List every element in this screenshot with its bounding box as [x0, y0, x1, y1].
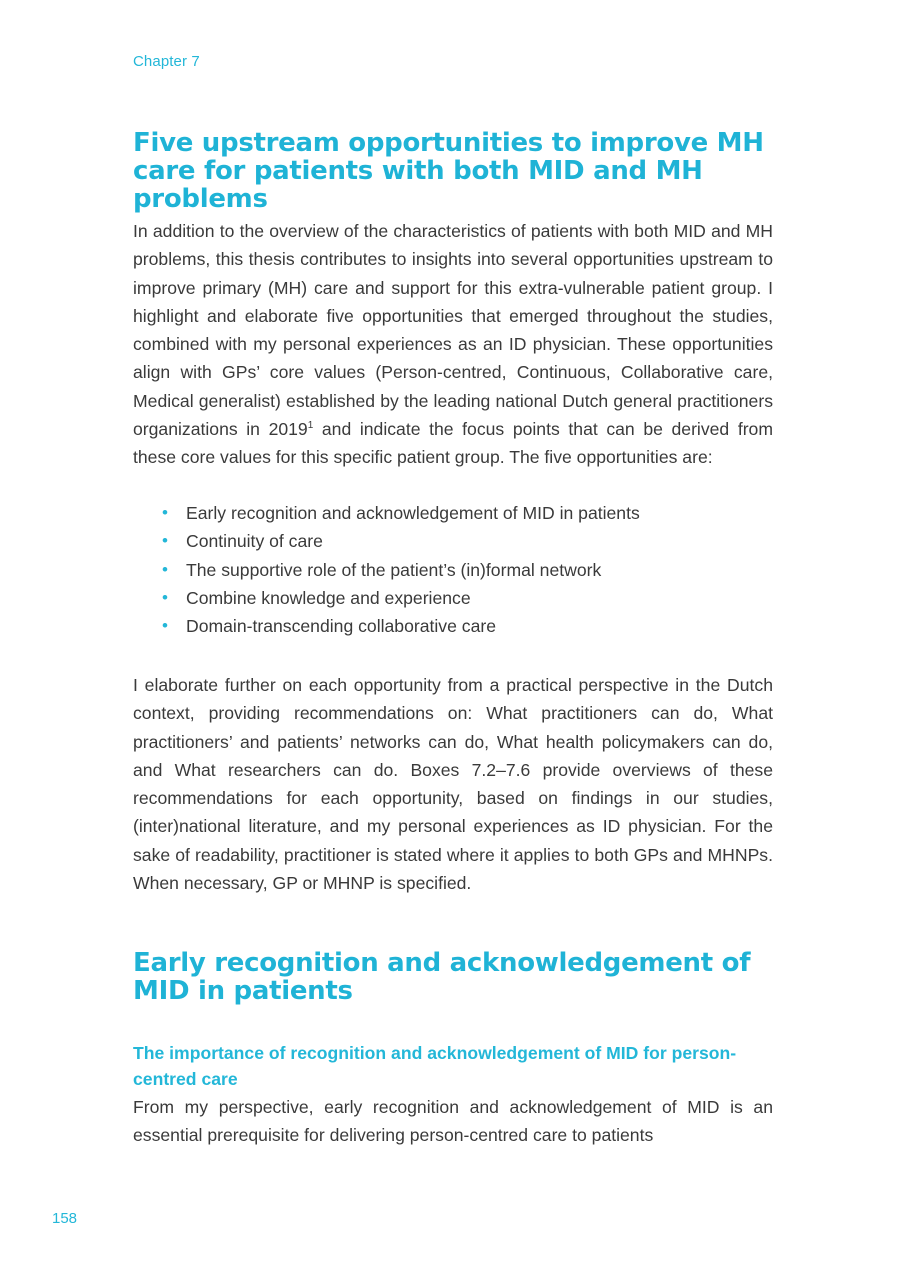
- bullet-icon: •: [162, 559, 168, 579]
- recommendations-paragraph: I elaborate further on each opportunity from a practical perspective in the Dutch context, providing recommendations on: What practitioners can do, What practitioners’ and patients’ networks can do, What health policymakers can do, and What researchers can do. Boxes 7.2–7.6 provide overviews of these recommendations for each opportunity, based on findings in our studies, (inter)national literature, and my personal experiences as ID physician. For the sake of readability, practitioner is stated where it applies to both GPs and MHNPs. When necessary, GP or MHNP is specified.: [133, 675, 773, 894]
- section-heading-early-recognition: Early recognition and acknowledgement of MID in patients: [133, 948, 751, 1006]
- early-recognition-paragraph: From my perspective, early recognition and acknowledgement of MID is an essential prerequisite for delivering person-centred care to patients: [133, 1097, 773, 1146]
- list-item-text: The supportive role of the patient’s (in)formal network: [186, 559, 602, 580]
- list-item-text: Early recognition and acknowledgement of MID in patients: [186, 503, 640, 523]
- list-item: [160, 527, 640, 555]
- list-item: [160, 612, 640, 640]
- opportunities-list: [160, 499, 640, 640]
- intro-text-part1: In addition to the overview of the characteristics of patients with both MID and MH problems, this thesis contributes to insights into several opportunities upstream to improve primary (MH) care and support for this extra-vulnerable patient group. I highlight and elaborate five opportunities that emerged throughout the studies, combined with my personal experiences as an ID physician. These opportunities align with GPs’ core values (Person-centred, Continuous, Collaborative care, Medical generalist) established by the leading national Dutch general practitioners organizations in 2019: [133, 221, 773, 440]
- list-item-text: Combine knowledge and experience: [186, 587, 471, 608]
- list-item-text: Continuity of care: [186, 531, 323, 552]
- bullet-icon: •: [162, 616, 168, 636]
- footnote-reference[interactable]: 1: [307, 420, 314, 432]
- list-item: [160, 499, 640, 527]
- bullet-icon: •: [162, 503, 168, 522]
- list-item-text: Domain-transcending collaborative care: [186, 616, 497, 637]
- bullet-icon: •: [162, 531, 168, 551]
- page-number: 158: [52, 1210, 78, 1227]
- intro-text-part2: and indicate the focus points that can be derived from these core values for this specific patient group. The five opportunities are:: [133, 419, 774, 468]
- chapter-label: Chapter 7: [133, 53, 200, 70]
- subheading-importance: The importance of recognition and acknowledgement of MID for person-centred care: [133, 1043, 737, 1089]
- section-heading-opportunities: Five upstream opportunities to improve MH care for patients with both MID and MH problems: [133, 128, 764, 214]
- bullet-icon: •: [162, 587, 168, 607]
- intro-paragraph: [133, 217, 773, 472]
- list-item: [160, 584, 640, 612]
- list-item: [160, 556, 640, 584]
